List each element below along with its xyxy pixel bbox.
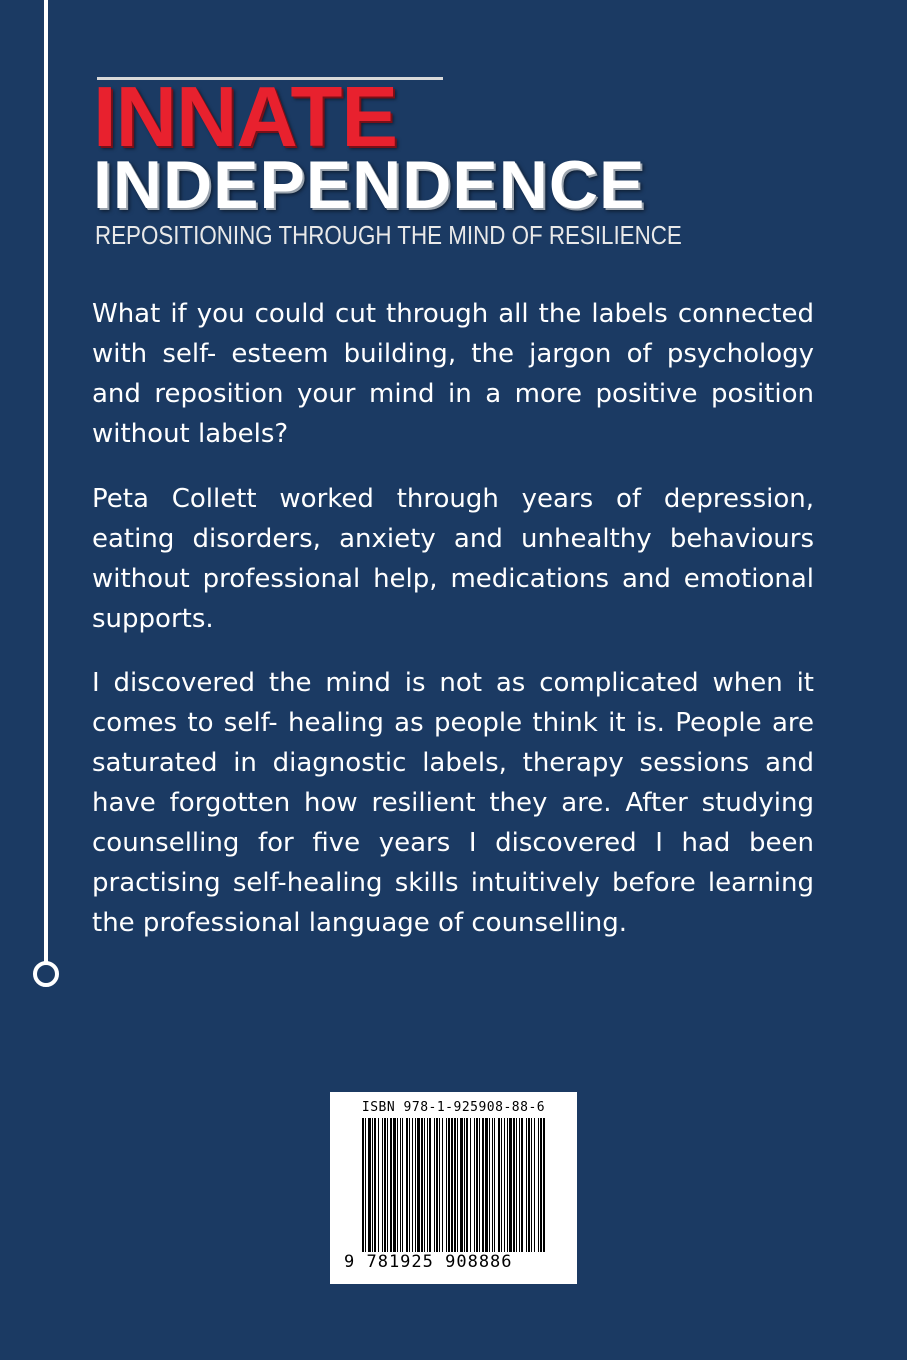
barcode-bar <box>446 1118 447 1252</box>
barcode-bar <box>365 1118 366 1252</box>
barcode-bar <box>372 1118 373 1252</box>
barcode-bar <box>424 1118 425 1252</box>
barcode-bar <box>368 1118 371 1252</box>
barcode-bar <box>448 1118 450 1252</box>
barcode-bar <box>451 1118 453 1252</box>
title-line-innate: INNATE <box>93 70 398 165</box>
barcode-bar <box>457 1118 458 1252</box>
barcode-bar <box>474 1118 475 1252</box>
barcode-bar <box>531 1118 532 1252</box>
barcode-bar <box>519 1118 520 1252</box>
barcode-bar <box>540 1118 542 1252</box>
decorative-vertical-line <box>44 0 48 962</box>
barcode-bar <box>387 1118 388 1252</box>
barcode-bar <box>382 1118 383 1252</box>
barcode-bar <box>476 1118 478 1252</box>
barcode-bar <box>466 1118 468 1252</box>
blurb-paragraph-2: Peta Collett worked through years of depression, eating disorders, anxiety and unhealthy behaviours without professional help, medications and emotional supports. <box>92 484 814 634</box>
isbn-barcode <box>330 1092 577 1284</box>
barcode-bar <box>498 1118 500 1252</box>
barcode-bar <box>434 1118 435 1252</box>
barcode-bar <box>442 1118 443 1252</box>
barcode-bar <box>439 1118 440 1252</box>
barcode-bar <box>409 1118 410 1252</box>
barcode-bar <box>509 1118 512 1252</box>
blurb-paragraph-1: What if you could cut through all the labels connected with self- esteem building, the jargon of psychology and reposition your mind in a more positive position without labels? <box>92 299 814 449</box>
barcode-bar <box>415 1118 416 1252</box>
barcode-bar <box>489 1118 490 1252</box>
barcode-bar <box>397 1118 398 1252</box>
barcode-bar <box>384 1118 386 1252</box>
title-line-independence: INDEPENDENCE <box>93 147 646 223</box>
barcode-bar <box>470 1118 471 1252</box>
barcode-bar <box>402 1118 403 1252</box>
barcode-bar <box>516 1118 517 1252</box>
barcode-bar <box>362 1118 364 1252</box>
barcode-bar <box>482 1118 484 1252</box>
barcode-bar <box>526 1118 527 1252</box>
barcode-bar <box>513 1118 515 1252</box>
barcode-bar <box>412 1118 413 1252</box>
isbn-label: ISBN 978-1-925908-88-6 <box>361 1100 546 1115</box>
barcode-bar <box>494 1118 495 1252</box>
decorative-ring <box>33 961 59 987</box>
barcode-bar <box>507 1118 508 1252</box>
barcode-digits: 9 781925 908886 <box>344 1252 513 1272</box>
barcode-bar <box>400 1118 401 1252</box>
barcode-bar <box>543 1118 545 1252</box>
barcode-bar <box>393 1118 396 1252</box>
blurb-paragraph-3: I discovered the mind is not as complicated when it comes to self- healing as people think it is. People are saturated in diagnostic labels, therapy sessions and have forgotten how resilient they are. After studying counselling for five years I discovered I had been practising self-healing skills intuitively before learning the professional language of counselling. <box>92 668 814 938</box>
barcode-bar <box>429 1118 431 1252</box>
barcode-bar <box>485 1118 488 1252</box>
barcode-bar <box>460 1118 463 1252</box>
barcode-bar <box>521 1118 523 1252</box>
barcode-bar <box>421 1118 423 1252</box>
barcode-bar <box>504 1118 505 1252</box>
barcode-bar <box>436 1118 438 1252</box>
barcode-bar <box>492 1118 493 1252</box>
barcode-bar <box>528 1118 530 1252</box>
barcode-bar <box>454 1118 456 1252</box>
barcode-bar <box>378 1118 379 1252</box>
barcode-bar <box>534 1118 535 1252</box>
barcode-bar <box>417 1118 420 1252</box>
barcode-bar <box>501 1118 502 1252</box>
barcode-bar <box>464 1118 465 1252</box>
barcode-bar <box>427 1118 428 1252</box>
barcode-bar <box>479 1118 480 1252</box>
subtitle: REPOSITIONING THROUGH THE MIND OF RESILIENCE <box>95 220 682 250</box>
barcode-bars <box>362 1118 546 1252</box>
barcode-bar <box>390 1118 392 1252</box>
barcode-bar <box>538 1118 539 1252</box>
barcode-bar <box>406 1118 408 1252</box>
barcode-bar <box>374 1118 376 1252</box>
